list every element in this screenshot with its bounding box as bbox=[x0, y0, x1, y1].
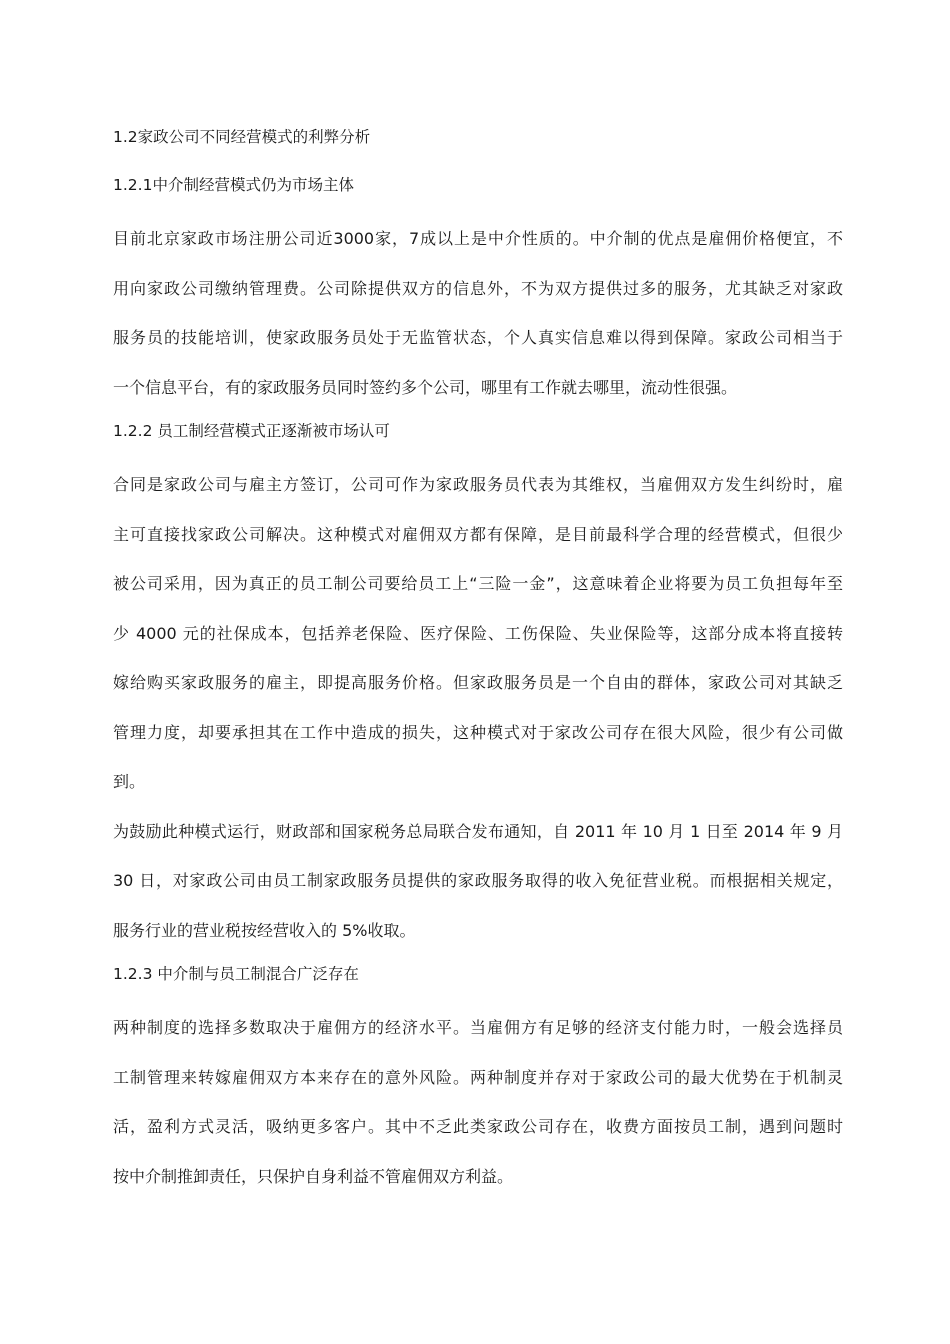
text-line: 到。 bbox=[113, 772, 146, 791]
paragraph-tax-exemption bbox=[113, 807, 843, 956]
section-heading-1-2-1: 1.2.1中介制经营模式仍为市场主体 bbox=[113, 176, 354, 194]
text-line: 用向家政公司缴纳管理费。公司除提供双方的信息外，不为双方提供过多的服务，尤其缺乏对家政 bbox=[113, 278, 843, 298]
section-heading-1-2-3: 1.2.3 中介制与员工制混合广泛存在 bbox=[113, 965, 359, 983]
text-line: 服务员的技能培训，使家政服务员处于无监管状态，个人真实信息难以得到保障。家政公司相当于 bbox=[113, 328, 843, 347]
text-line: 少 4000 元的社保成本，包括养老保险、医疗保险、工伤保险、失业保险等，这部分成本将直接转 bbox=[113, 623, 843, 643]
text-line: 被公司采用，因为真正的员工制公司要给员工上“三险一金”，这意味着企业将要为员工负担每年至 bbox=[113, 574, 843, 593]
text-line: 活，盈利方式灵活，吸纳更多客户。其中不乏此类家政公司存在，收费方面按员工制，遇到问题时 bbox=[113, 1117, 843, 1136]
text-line: 按中介制推卸责任，只保护自身利益不管雇佣双方利益。 bbox=[113, 1166, 514, 1186]
text-line: 两种制度的选择多数取决于雇佣方的经济水平。当雇佣方有足够的经济支付能力时，一般会选择员 bbox=[113, 1018, 843, 1037]
text-line: 管理力度，却要承担其在工作中造成的损失，这种模式对于家改公司存在很大风险，很少有公司做 bbox=[113, 722, 843, 742]
text-line: 30 日，对家政公司由员工制家政服务员提供的家政服务取得的收入免征营业税。而根据相关规定， bbox=[113, 871, 843, 890]
paragraph-employee-model bbox=[113, 460, 843, 807]
text-line: 嫁给购买家政服务的雇主，即提高服务价格。但家政服务员是一个自由的群体，家政公司对其缺乏 bbox=[113, 673, 843, 692]
text-line: 服务行业的营业税按经营收入的 5%收取。 bbox=[113, 920, 416, 940]
section-heading-1-2: 1.2家政公司不同经营模式的利弊分析 bbox=[113, 128, 371, 146]
text-line: 合同是家政公司与雇主方签订，公司可作为家政服务员代表为其维权，当雇佣双方发生纠纷时，雇 bbox=[113, 475, 843, 494]
text-line: 主可直接找家政公司解决。这种模式对雇佣双方都有保障，是目前最科学合理的经营模式，但很少 bbox=[113, 524, 843, 544]
paragraph-mixed-model bbox=[113, 1003, 843, 1201]
paragraph-intermediary-model bbox=[113, 214, 843, 412]
text-line: 一个信息平台，有的家政服务员同时签约多个公司，哪里有工作就去哪里，流动性很强。 bbox=[113, 377, 738, 397]
document-body bbox=[113, 118, 843, 1201]
text-line: 工制管理来转嫁雇佣双方本来存在的意外风险。两种制度并存对于家政公司的最大优势在于机制灵 bbox=[113, 1067, 843, 1087]
text-line: 目前北京家政市场注册公司近3000家，7成以上是中介性质的。中介制的优点是雇佣价格便宜，不 bbox=[113, 229, 843, 248]
text-line: 为鼓励此种模式运行，财政部和国家税务总局联合发布通知，自 2011 年 10 月 1 日至 2014 年 9 月 bbox=[113, 821, 843, 841]
section-heading-1-2-2: 1.2.2 员工制经营模式正逐渐被市场认可 bbox=[113, 422, 390, 440]
